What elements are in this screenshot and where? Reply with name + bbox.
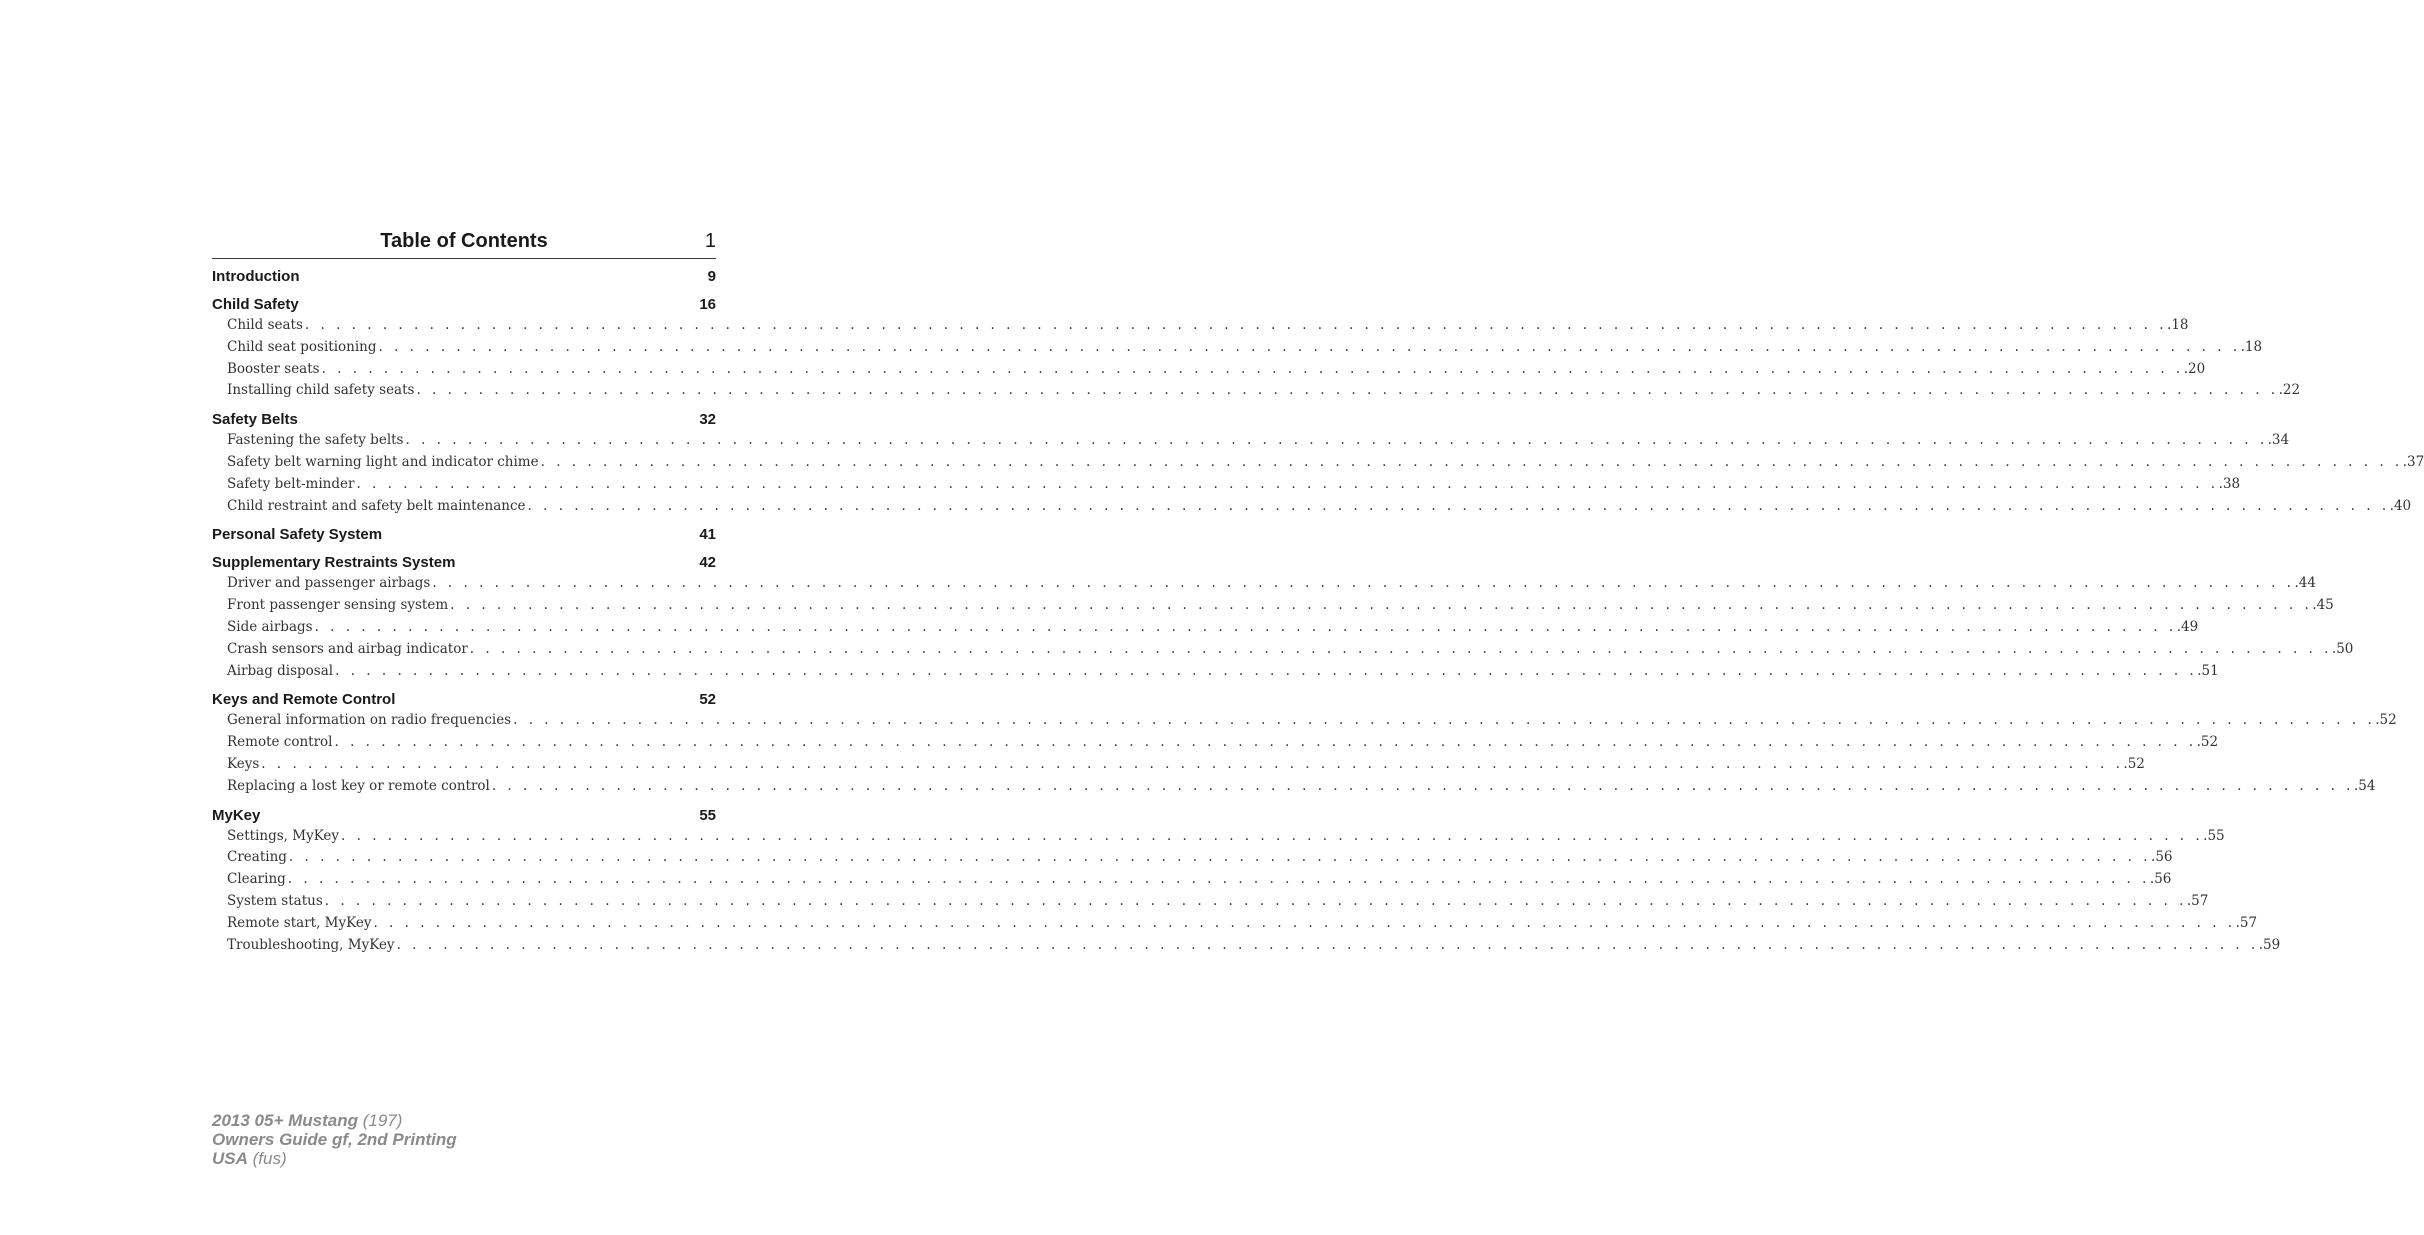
toc-entry[interactable]: [212, 315, 2189, 337]
page-header: [212, 228, 716, 259]
toc-entry[interactable]: [212, 891, 2209, 913]
section-page: 32: [699, 411, 716, 429]
entry-title: Safety belt warning light and indicator chime: [227, 453, 539, 470]
section-heading[interactable]: [212, 294, 716, 315]
toc-entry[interactable]: [212, 380, 2301, 402]
toc-entry[interactable]: [212, 754, 2145, 776]
toc-entry[interactable]: [212, 337, 2263, 359]
entry-page: .34: [2267, 432, 2290, 449]
entry-page: .57: [2235, 914, 2258, 931]
section-heading[interactable]: [212, 409, 716, 430]
entry-title: Booster seats: [227, 360, 320, 377]
section-title: Child Safety: [212, 296, 299, 313]
toc-entry[interactable]: [212, 595, 2334, 617]
toc-section: [212, 524, 716, 545]
section-page: 41: [699, 526, 716, 544]
toc-section: [212, 552, 2354, 682]
section-title: Introduction: [212, 268, 300, 285]
toc-entry[interactable]: [212, 869, 2172, 891]
entry-page: .55: [2203, 827, 2225, 844]
entry-page: .59: [2258, 936, 2281, 953]
entry-page: .52: [2196, 734, 2219, 751]
section-page: 52: [699, 691, 716, 709]
entry-title: General information on radio frequencies: [227, 712, 512, 729]
dot-leader: . . . . . . . . . . . . . . . . . . . . . . . . . . . . . . . . . . . . . . . . . . . . . . . . . . . . . . . . . . . . . . . . . . . . . . . . . . . . . . . . . . . . . . . . . . . . . . . . . . . . . . . . . . . . . . . . . . . . . . . .: [334, 734, 2197, 751]
entry-page: .49: [2176, 618, 2199, 635]
entry-page: .40: [2389, 497, 2412, 514]
section-title: Personal Safety System: [212, 526, 383, 544]
section-title: Safety Belts: [212, 411, 298, 429]
entry-title: Safety belt-minder: [227, 475, 355, 492]
toc-entry[interactable]: [212, 913, 2258, 935]
entry-page: .20: [2183, 360, 2206, 377]
toc-section: [212, 805, 2281, 957]
entry-title: Clearing: [227, 871, 286, 888]
entry-page: .44: [2294, 575, 2316, 592]
dot-leader: . . . . . . . . . . . . . . . . . . . . . . . . . . . . . . . . . . . . . . . . . . . . . . . . . . . . . . . . . . . . . . . . . . . . . . . . . . . . . . . . . . . . . . . . . . . . . . . . . . . . . . . . . . . . . . . . . . . . . . . .: [341, 827, 2204, 844]
dot-leader: . . . . . . . . . . . . . . . . . . . . . . . . . . . . . . . . . . . . . . . . . . . . . . . . . . . . . . . . . . . . . . . . . . . . . . . . . . . . . . . . . . . . . . . . . . . . . . . . . . . . . . . . . . . . . . . . . . . . . . . .: [335, 662, 2198, 679]
entry-title: Keys: [227, 755, 260, 772]
entry-title: Installing child safety seats: [227, 382, 415, 399]
toc-entry[interactable]: [212, 430, 2290, 452]
entry-page: .54: [2353, 777, 2376, 794]
section-heading[interactable]: [212, 524, 716, 545]
entry-page: .18: [2240, 338, 2263, 355]
entry-title: Child restraint and safety belt maintenance: [227, 497, 526, 514]
toc-entry[interactable]: [212, 496, 2412, 518]
entry-page: .45: [2312, 597, 2334, 614]
entry-title: Replacing a lost key or remote control: [227, 777, 490, 794]
entry-title: Driver and passenger airbags: [227, 575, 431, 592]
toc-entry[interactable]: [212, 573, 2316, 595]
entry-page: .22: [2278, 382, 2301, 399]
page-number: 1: [704, 230, 716, 252]
entry-title: Airbag disposal: [227, 662, 334, 679]
section-title: Supplementary Restraints System: [212, 554, 456, 572]
dot-leader: . . . . . . . . . . . . . . . . . . . . . . . . . . . . . . . . . . . . . . . . . . . . . . . . . . . . . . . . . . . . . . . . . . . . . . . . . . . . . . . . . . . . . . . . . . . . . . . . . . . . . . . . . . . . . . . . . . . . . . . .: [261, 755, 2124, 772]
entry-title: Settings, MyKey: [227, 827, 340, 844]
entry-page: .56: [2151, 849, 2173, 866]
dot-leader: . . . . . . . . . . . . . . . . . . . . . . . . . . . . . . . . . . . . . . . . . . . . . . . . . . . . . . . . . . . . . . . . . . . . . . . . . . . . . . . . . . . . . . . . . . . . . . . . . . . . . . . . . . . . . . . . . . . . . . . .: [416, 382, 2279, 399]
entry-title: Child seat positioning: [227, 338, 377, 355]
entry-title: Crash sensors and airbag indicator: [227, 640, 468, 657]
dot-leader: . . . . . . . . . . . . . . . . . . . . . . . . . . . . . . . . . . . . . . . . . . . . . . . . . . . . . . . . . . . . . . . . . . . . . . . . . . . . . . . . . . . . . . . . . . . . . . . . . . . . . . . . . . . . . . . . . . . . . . . .: [373, 914, 2236, 931]
toc-section: [212, 266, 716, 287]
toc-section: [212, 409, 2424, 517]
dot-leader: . . . . . . . . . . . . . . . . . . . . . . . . . . . . . . . . . . . . . . . . . . . . . . . . . . . . . . . . . . . . . . . . . . . . . . . . . . . . . . . . . . . . . . . . . . . . . . . . . . . . . . . . . . . . . . . . . . . . . . . .: [527, 497, 2390, 514]
dot-leader: . . . . . . . . . . . . . . . . . . . . . . . . . . . . . . . . . . . . . . . . . . . . . . . . . . . . . . . . . . . . . . . . . . . . . . . . . . . . . . . . . . . . . . . . . . . . . . . . . . . . . . . . . . . . . . . . . . . . . . . .: [314, 618, 2177, 635]
entry-title: Creating: [227, 849, 287, 866]
footer-line-1: 2013 05+ Mustang (197): [212, 1111, 403, 1130]
section-page: 9: [707, 268, 716, 285]
section-title: MyKey: [212, 806, 261, 824]
entry-page: .18: [2167, 317, 2189, 333]
section-title: Keys and Remote Control: [212, 691, 396, 709]
dot-leader: . . . . . . . . . . . . . . . . . . . . . . . . . . . . . . . . . . . . . . . . . . . . . . . . . . . . . . . . . . . . . . . . . . . . . . . . . . . . . . . . . . . . . . . . . . . . . . . . . . . . . . . . . . . . . . . . . . . . . . . .: [356, 475, 2219, 492]
entry-title: Remote start, MyKey: [227, 914, 372, 931]
entry-page: .56: [2149, 871, 2172, 888]
toc-entry[interactable]: [212, 732, 2219, 754]
dot-leader: . . . . . . . . . . . . . . . . . . . . . . . . . . . . . . . . . . . . . . . . . . . . . . . . . . . . . . . . . . . . . . . . . . . . . . . . . . . . . . . . . . . . . . . . . . . . . . . . . . . . . . . . . . . . . . . . . . . . . . . .: [396, 936, 2259, 953]
section-page: 42: [699, 554, 716, 572]
table-of-contents: [212, 266, 2424, 963]
toc-entry[interactable]: [212, 474, 2241, 496]
section-page: 16: [699, 296, 716, 313]
toc-entry[interactable]: [212, 826, 2225, 848]
toc-entry[interactable]: [212, 359, 2206, 381]
dot-leader: . . . . . . . . . . . . . . . . . . . . . . . . . . . . . . . . . . . . . . . . . . . . . . . . . . . . . . . . . . . . . . . . . . . . . . . . . . . . . . . . . . . . . . . . . . . . . . . . . . . . . . . . . . . . . . . . . . . . . . . .: [405, 432, 2268, 449]
entry-page: .51: [2197, 662, 2219, 679]
section-page: 55: [699, 806, 716, 824]
entry-title: System status: [227, 892, 323, 909]
dot-leader: . . . . . . . . . . . . . . . . . . . . . . . . . . . . . . . . . . . . . . . . . . . . . . . . . . . . . . . . . . . . . . . . . . . . . . . . . . . . . . . . . . . . . . . . . . . . . . . . . . . . . . . . . . . . . . . . . . . . . . . .: [491, 777, 2354, 794]
toc-section: [212, 689, 2397, 797]
dot-leader: . . . . . . . . . . . . . . . . . . . . . . . . . . . . . . . . . . . . . . . . . . . . . . . . . . . . . . . . . . . . . . . . . . . . . . . . . . . . . . . . . . . . . . . . . . . . . . . . . . . . . . . . . . . . . . . . . . . . . . . .: [378, 338, 2241, 355]
entry-page: .57: [2186, 892, 2209, 909]
dot-leader: . . . . . . . . . . . . . . . . . . . . . . . . . . . . . . . . . . . . . . . . . . . . . . . . . . . . . . . . . . . . . . . . . . . . . . . . . . . . . . . . . . . . . . . . . . . . . . . . . . . . . . . . . . . . . . . . . . . . . . . .: [304, 317, 2168, 333]
section-heading[interactable]: [212, 689, 716, 710]
dot-leader: . . . . . . . . . . . . . . . . . . . . . . . . . . . . . . . . . . . . . . . . . . . . . . . . . . . . . . . . . . . . . . . . . . . . . . . . . . . . . . . . . . . . . . . . . . . . . . . . . . . . . . . . . . . . . . . . . . . . . . . .: [321, 360, 2184, 377]
dot-leader: . . . . . . . . . . . . . . . . . . . . . . . . . . . . . . . . . . . . . . . . . . . . . . . . . . . . . . . . . . . . . . . . . . . . . . . . . . . . . . . . . . . . . . . . . . . . . . . . . . . . . . . . . . . . . . . . . . . . . . . .: [513, 712, 2376, 729]
dot-leader: . . . . . . . . . . . . . . . . . . . . . . . . . . . . . . . . . . . . . . . . . . . . . . . . . . . . . . . . . . . . . . . . . . . . . . . . . . . . . . . . . . . . . . . . . . . . . . . . . . . . . . . . . . . . . . . . . . . . . . . .: [287, 871, 2150, 888]
section-heading[interactable]: [212, 266, 716, 287]
toc-entry[interactable]: [212, 847, 2173, 869]
toc-entry[interactable]: [212, 639, 2354, 661]
entry-title: Troubleshooting, MyKey: [227, 936, 395, 953]
section-heading[interactable]: [212, 805, 716, 826]
toc-section: [212, 294, 2301, 402]
dot-leader: . . . . . . . . . . . . . . . . . . . . . . . . . . . . . . . . . . . . . . . . . . . . . . . . . . . . . . . . . . . . . . . . . . . . . . . . . . . . . . . . . . . . . . . . . . . . . . . . . . . . . . . . . . . . . . . . . . . . . . . .: [469, 640, 2332, 657]
dot-leader: . . . . . . . . . . . . . . . . . . . . . . . . . . . . . . . . . . . . . . . . . . . . . . . . . . . . . . . . . . . . . . . . . . . . . . . . . . . . . . . . . . . . . . . . . . . . . . . . . . . . . . . . . . . . . . . . . . . . . . . .: [324, 892, 2187, 909]
toc-entry[interactable]: [212, 935, 2281, 957]
page-title: Table of Contents: [380, 230, 548, 252]
entry-page: .50: [2331, 640, 2354, 657]
entry-title: Front passenger sensing system: [227, 597, 449, 614]
toc-entry[interactable]: [212, 710, 2397, 732]
dot-leader: . . . . . . . . . . . . . . . . . . . . . . . . . . . . . . . . . . . . . . . . . . . . . . . . . . . . . . . . . . . . . . . . . . . . . . . . . . . . . . . . . . . . . . . . . . . . . . . . . . . . . . . . . . . . . . . . . . . . . . . .: [450, 597, 2313, 614]
entry-title: Side airbags: [227, 618, 313, 635]
entry-title: Fastening the safety belts: [227, 432, 404, 449]
entry-page: .38: [2218, 475, 2241, 492]
entry-page: .52: [2375, 712, 2397, 729]
entry-title: Remote control: [227, 734, 333, 751]
section-heading[interactable]: [212, 552, 716, 573]
dot-leader: . . . . . . . . . . . . . . . . . . . . . . . . . . . . . . . . . . . . . . . . . . . . . . . . . . . . . . . . . . . . . . . . . . . . . . . . . . . . . . . . . . . . . . . . . . . . . . . . . . . . . . . . . . . . . . . . . . . . . . . .: [432, 575, 2295, 592]
footer-line-2: Owners Guide gf, 2nd Printing: [212, 1130, 457, 1149]
entry-page: .52: [2123, 755, 2145, 772]
entry-title: Child seats: [227, 317, 303, 333]
footer: [212, 1111, 457, 1168]
toc-entry[interactable]: [212, 617, 2199, 639]
dot-leader: . . . . . . . . . . . . . . . . . . . . . . . . . . . . . . . . . . . . . . . . . . . . . . . . . . . . . . . . . . . . . . . . . . . . . . . . . . . . . . . . . . . . . . . . . . . . . . . . . . . . . . . . . . . . . . . . . . . . . . . .: [288, 849, 2152, 866]
toc-entry[interactable]: [212, 661, 2219, 683]
footer-line-3: USA (fus): [212, 1149, 287, 1168]
toc-entry[interactable]: [212, 776, 2376, 798]
dot-leader: . . . . . . . . . . . . . . . . . . . . . . . . . . . . . . . . . . . . . . . . . . . . . . . . . . . . . . . . . . . . . . . . . . . . . . . . . . . . . . . . . . . . . . . . . . . . . . . . . . . . . . . . . . . . . . . . . . . . . . . .: [540, 453, 2403, 470]
toc-entry[interactable]: [212, 452, 2424, 474]
entry-page: .37: [2402, 453, 2424, 470]
